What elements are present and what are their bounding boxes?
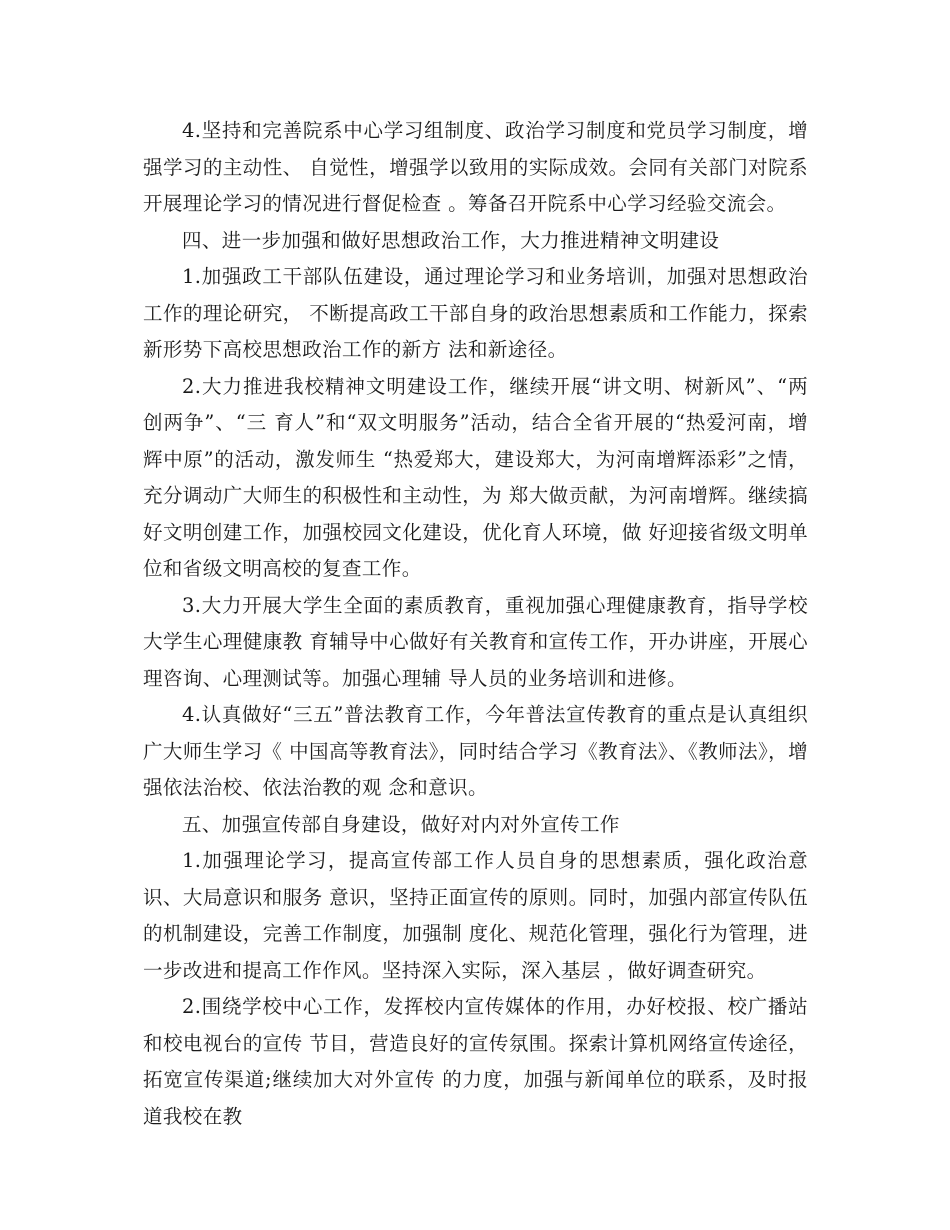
paragraph-cadre-team: 1.加强政工干部队伍建设，通过理论学习和业务培训，加强对思想政治工作的理论研究， 不断提高政工干部自身的政治思想素质和工作能力，探索新形势下高校思想政治工作的新方 法和新途径。: [143, 265, 808, 361]
paragraph-campus-media: 2.围绕学校中心工作，发挥校内宣传媒体的作用，办好校报、校广播站和校电视台的宣传 节目，营造良好的宣传氛围。探索计算机网络宣传途径，拓宽宣传渠道;继续加大对外宣传 的力度，加强与新闻单位的联系，及时报道我校在教: [143, 995, 808, 1128]
document-body: [143, 113, 808, 1135]
paragraph-study-system: 4.坚持和完善院系中心学习组制度、政治学习制度和党员学习制度，增强学习的主动性、 自觉性，增强学以致用的实际成效。会同有关部门对院系开展理论学习的情况进行督促检查 。筹备召开院系中心学习经验交流会。: [143, 119, 808, 215]
section-heading-publicity-department: 五、加强宣传部自身建设，做好对内对外宣传工作: [182, 812, 620, 836]
section-heading-ideological-work: 四、进一步加强和做好思想政治工作，大力推进精神文明建设: [182, 228, 720, 252]
paragraph-quality-education: 3.大力开展大学生全面的素质教育，重视加强心理健康教育，指导学校大学生心理健康教 育辅导中心做好有关教育和宣传工作，开办讲座，开展心理咨询、心理测试等。加强心理辅 导人员的业务培训和进修。: [143, 593, 808, 690]
paragraph-legal-education: 4.认真做好“三五”普法教育工作，今年普法宣传教育的重点是认真组织广大师生学习《 中国高等教育法》，同时结合学习《教育法》、《教师法》，增强依法治校、依法治教的观 念和意识。: [143, 703, 808, 799]
paragraph-spiritual-civilization: 2.大力推进我校精神文明建设工作，继续开展“讲文明、树新风”、“两创两争”、“三 育人”和“双文明服务”活动，结合全省开展的“热爱河南，增辉中原”的活动，激发师生 “热爱郑大，建设郑大，为河南增辉添彩”之情，充分调动广大师生的积极性和主动性，为 郑大做贡献，为河南增辉。继续搞好文明创建工作，加强校园文化建设，优化育人环境，做 好迎接省级文明单位和省级文明高校的复查工作。: [143, 374, 808, 580]
paragraph-theory-study: 1.加强理论学习，提高宣传部工作人员自身的思想素质，强化政治意识、大局意识和服务 意识，坚持正面宣传的原则。同时，加强内部宣传队伍的机制建设，完善工作制度，加强制 度化、规范化管理，强化行为管理，进一步改进和提高工作作风。坚持深入实际，深入基层 ，做好调查研究。: [143, 849, 808, 982]
